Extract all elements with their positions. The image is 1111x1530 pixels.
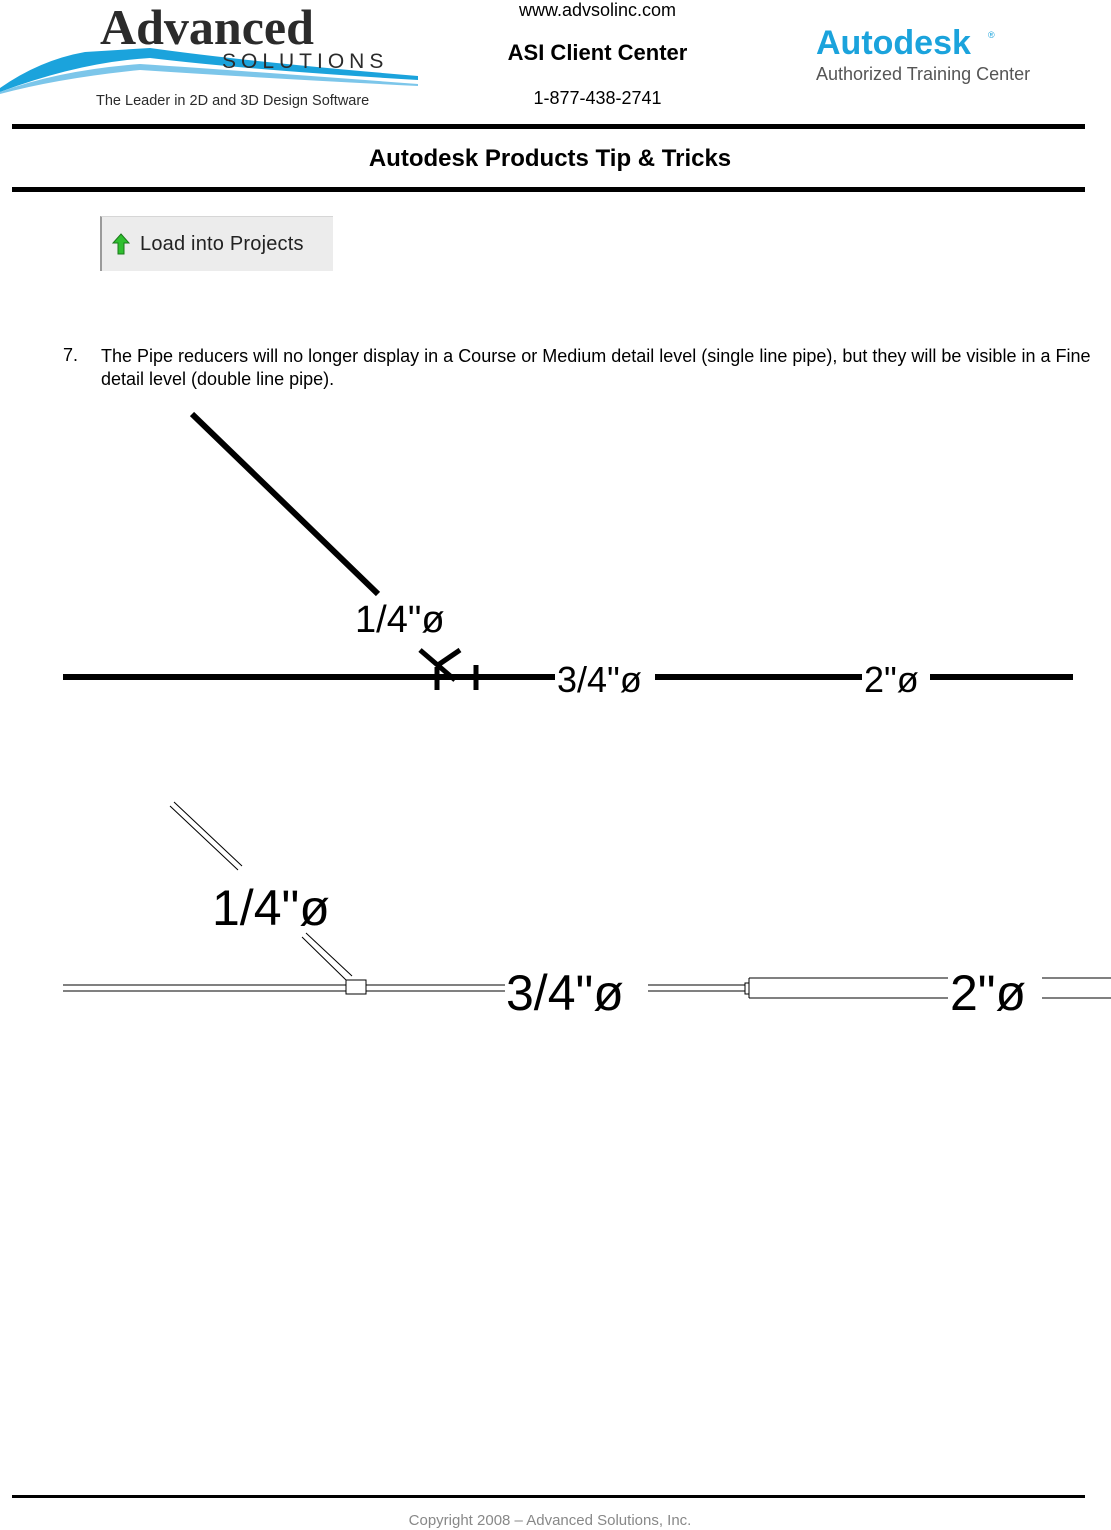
- branch-pipe-line: [192, 414, 378, 594]
- svg-text:Authorized Training Center: Authorized Training Center: [816, 64, 1031, 84]
- advanced-solutions-logo: [0, 0, 420, 112]
- branch-pipe-edge-3: [302, 937, 346, 980]
- size-label-quarter: 1/4"ø: [355, 599, 445, 641]
- step-text: The Pipe reducers will no longer display in a Course or Medium detail level (single line pipe), but they will be visible in a Fine detail level (double line pipe).: [101, 346, 1091, 389]
- client-center-title: ASI Client Center: [507, 40, 688, 65]
- size-label-three-quarter: 3/4"ø: [557, 659, 642, 700]
- branch-pipe-edge-4: [306, 933, 352, 976]
- fine-size-label-quarter: 1/4"ø: [212, 880, 330, 936]
- copyright-text: Copyright 2008 – Advanced Solutions, Inc.: [408, 1512, 692, 1529]
- branch-pipe-edge-2: [174, 802, 242, 866]
- header-rule-bottom: [12, 187, 1085, 192]
- coarse-detail-pipe-figure: [0, 400, 1111, 720]
- reducer-end: [745, 983, 749, 994]
- phone-number: 1-877-438-2741: [533, 88, 662, 108]
- footer-rule: [12, 1495, 1085, 1498]
- branch-pipe-edge-1: [170, 806, 238, 870]
- fine-detail-pipe-figure: [0, 780, 1111, 1040]
- size-label-two-inch: 2"ø: [864, 659, 919, 700]
- svg-text:SOLUTIONS: SOLUTIONS: [222, 50, 389, 73]
- step-number: 7.: [63, 345, 79, 365]
- fine-size-label-three-quarter: 3/4"ø: [506, 965, 624, 1021]
- reducer-fitting: [346, 980, 366, 994]
- load-into-projects-button[interactable]: [100, 216, 333, 271]
- fine-size-label-two-inch: 2"ø: [950, 965, 1027, 1021]
- svg-text:Autodesk: Autodesk: [816, 24, 971, 62]
- website-url[interactable]: www.advsolinc.com: [518, 0, 677, 20]
- header-rule-top: [12, 124, 1085, 129]
- svg-text:®: ®: [988, 30, 995, 40]
- svg-text:The Leader in 2D and 3D Design: The Leader in 2D and 3D Design Software: [96, 93, 370, 109]
- autodesk-atc-logo: [812, 22, 1072, 92]
- green-up-arrow-icon: [112, 233, 130, 255]
- svg-text:Advanced: Advanced: [100, 0, 314, 55]
- document-title: Autodesk Products Tip & Tricks: [368, 145, 732, 172]
- tee-fitting-mark-2: [438, 650, 460, 665]
- load-into-projects-label: Load into Projects: [140, 232, 304, 255]
